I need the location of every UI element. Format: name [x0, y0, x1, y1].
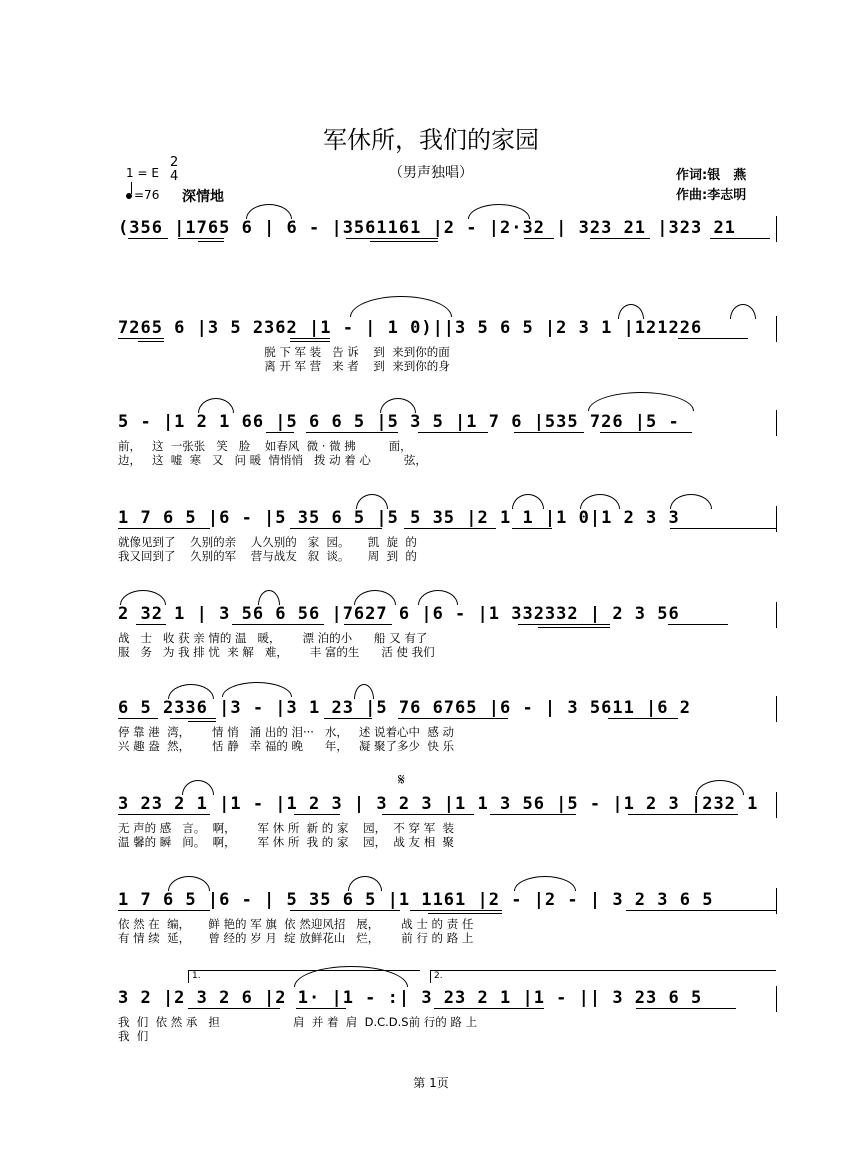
key-signature: 1 = E	[126, 166, 159, 180]
beam-underline	[118, 338, 164, 339]
beam-underline	[290, 338, 330, 339]
lyrics-verse-2: 离 开 军 营 来 者 到 来到你的身	[118, 359, 450, 373]
lyricist-credit: 作词:银 燕	[676, 168, 747, 183]
barline	[776, 216, 777, 242]
tie-mark	[512, 494, 544, 509]
tempo-mark	[126, 188, 159, 202]
beam-underline	[398, 718, 508, 719]
beam-underline	[626, 910, 776, 911]
song-title: 军休所，我们的家园	[323, 126, 539, 154]
lyrics-verse-1: 前， 这 一张张 笑 脸 如春风 微 · 微 拂 面，	[118, 439, 412, 453]
tie-mark	[348, 876, 382, 891]
page-number: 第 1页	[413, 1076, 449, 1090]
beam-underline	[590, 238, 650, 239]
beam-underline	[290, 341, 330, 342]
beam-underline	[600, 432, 692, 433]
beam-underline	[170, 718, 216, 719]
beam-underline	[178, 238, 224, 239]
beam-underline	[514, 432, 584, 433]
quarter-note-icon	[126, 193, 132, 199]
beam-underline	[668, 624, 728, 625]
beam-underline	[306, 432, 398, 433]
beam-underline	[118, 528, 210, 529]
tie-mark	[198, 398, 234, 413]
notation-line: 3 2 |2 3 2 6 |2 1· |1 - :| 3 23 2 1 |1 - || 3 23 6 5	[118, 988, 703, 1008]
barline	[776, 316, 777, 342]
tie-mark	[354, 590, 396, 605]
beam-underline	[296, 1008, 346, 1009]
barline	[776, 986, 777, 1012]
beam-underline	[518, 624, 610, 625]
barline	[776, 410, 777, 436]
lyrics-verse-2: 我又回到了 久别的军 营与战友 叙 谈。 周 到 的	[118, 549, 417, 563]
beam-underline	[410, 910, 502, 911]
beam-underline	[636, 1008, 736, 1009]
notation-line: (356 |1765 6 | 6 - |3561161 |2 - |2·32 | 323 21 |323 21	[118, 218, 736, 238]
time-signature	[170, 156, 178, 184]
notation-line: 1 7 6 5 |6 - |5 35 6 5 |5 5 35 |2 1 1 |1 0|1 2 3 3	[118, 508, 680, 528]
beam-underline	[136, 624, 166, 625]
tie-mark	[670, 494, 712, 509]
barline	[776, 792, 777, 818]
beam-underline	[710, 238, 770, 239]
lyrics-verse-2: 我 们	[118, 1029, 149, 1043]
beam-underline	[434, 1008, 544, 1009]
notation-line: 1 7 6 5 |6 - | 5 35 6 5 |1 1161 |2 - |2 - | 3 2 3 6 5	[118, 890, 714, 910]
tempo-value: =76	[134, 188, 160, 202]
notation-line: 7265 6 |3 5 2362 |1 - | 1 0)||3 5 6 5 |2 3 1 |121226	[118, 318, 703, 338]
tie-mark	[380, 398, 416, 413]
beam-underline	[294, 814, 340, 815]
beam-underline	[118, 718, 158, 719]
first-ending-label: 1.	[192, 971, 201, 981]
tie-mark	[354, 684, 374, 699]
beam-underline	[524, 238, 554, 239]
beam-underline	[128, 238, 168, 239]
lyrics-verse-2: 服 务 为 我 排 忧 来 解 难， 丰 富的生 活 使 我们	[118, 645, 435, 659]
lyrics-verse-1: 依 然 在 编， 鲜 艳的 军 旗 依 然迎风招 展， 战 士 的 责 任	[118, 917, 474, 931]
tie-mark	[468, 204, 530, 219]
lyrics-verse-1: 我 们 依 然 承 担 肩 并 着 肩 D.C.D.S前 行的 路 上	[118, 1015, 478, 1029]
lyrics-verse-1: 战 士 收 获 亲 情的 温 暖， 漂 泊的小 船 又 有了	[118, 631, 428, 645]
beam-underline	[324, 718, 372, 719]
tie-mark	[730, 304, 756, 319]
tie-mark	[618, 304, 644, 319]
meter-top: 2	[170, 155, 179, 170]
barline	[776, 506, 777, 532]
expression-mark: 深情地	[182, 189, 224, 205]
tie-mark	[580, 494, 620, 509]
tie-mark	[350, 296, 452, 317]
tie-mark	[168, 876, 210, 891]
beam-underline	[678, 338, 748, 339]
notation-line: 5 - |1 2 1 66 |5 6 6 5 |5 3 5 |1 7 6 |535 726 |5 -	[118, 412, 680, 432]
segno-icon: 𝄋	[398, 770, 405, 789]
beam-underline	[344, 624, 392, 625]
barline	[776, 602, 777, 628]
meter-bottom: 4	[170, 169, 179, 184]
beam-underline	[418, 432, 488, 433]
notation-line: 6 5 2336 |3 - |3 1 23 |5 76 6765 |6 - | 3 5611 |6 2	[118, 698, 691, 718]
lyrics-verse-2: 有 情 续 延， 曾 经的 岁 月 绽 放鲜花山 烂， 前 行 的 路 上	[118, 931, 474, 945]
beam-underline	[138, 341, 164, 342]
beam-underline	[118, 814, 210, 815]
tie-mark	[418, 590, 458, 605]
barline	[776, 696, 777, 722]
beam-underline	[670, 528, 776, 529]
tie-mark	[182, 780, 214, 795]
beam-underline	[490, 814, 576, 815]
beam-underline	[266, 432, 294, 433]
barline	[776, 888, 777, 914]
beam-underline	[538, 627, 610, 628]
beam-underline	[370, 241, 438, 242]
tie-mark	[356, 494, 388, 509]
beam-underline	[198, 241, 224, 242]
lyrics-verse-1: 就像见到了 久别的亲 人久别的 家 园。 凯 旋 的	[118, 535, 417, 549]
lyrics-verse-1: 无 声的 感 言。 啊， 军 休 所 新 的 家 园， 不 穿 军 装	[118, 821, 455, 835]
beam-underline	[290, 528, 382, 529]
beam-underline	[188, 1008, 280, 1009]
tie-mark	[168, 684, 214, 699]
beam-underline	[428, 913, 502, 914]
beam-underline	[188, 721, 216, 722]
notation-line: 3 23 2 1 |1 - |1 2 3 | 3 2 3 |1 1 3 56 |5 - |1 2 3 |232 1	[118, 794, 759, 814]
tie-mark	[696, 780, 744, 795]
tie-mark	[258, 590, 280, 605]
song-subtitle: （男声独唱）	[389, 165, 473, 181]
beam-underline	[608, 718, 678, 719]
second-ending-bracket	[430, 970, 776, 983]
tie-mark	[222, 682, 292, 697]
beam-underline	[118, 910, 210, 911]
tie-mark	[246, 204, 292, 219]
second-ending-label: 2.	[434, 971, 443, 981]
lyrics-verse-1: 停 靠 港 湾， 情 悄 涌 出的 泪··· 水， 述 说着心中 感 动	[118, 725, 455, 739]
lyrics-verse-1: 脱 下 军 装 告 诉 到 来到你的面	[118, 345, 450, 359]
tie-mark	[120, 590, 166, 605]
lyrics-verse-2: 边， 这 嘘 寒 又 问 暖 情悄悄 拨 动 着 心 弦，	[118, 453, 427, 467]
lyrics-verse-2: 温 馨的 瞬 间。 啊， 军 休 所 我 的 家 园， 战 友 相 聚	[118, 835, 455, 849]
beam-underline	[290, 910, 400, 911]
beam-underline	[346, 238, 438, 239]
beam-underline	[382, 814, 474, 815]
lyrics-verse-2: 兴 趣 盎 然， 恬 静 幸 福的 晚 年， 凝 聚了多少 快 乐	[118, 739, 455, 753]
tie-mark	[588, 392, 694, 411]
composer-credit: 作曲:李志明	[676, 188, 747, 203]
tie-mark	[514, 876, 576, 891]
beam-underline	[628, 814, 738, 815]
beam-underline	[404, 528, 496, 529]
beam-underline	[232, 624, 324, 625]
notation-line: 2 32 1 | 3 56 6 56 |7627 6 |6 - |1 332332 | 2 3 56	[118, 604, 680, 624]
beam-underline	[512, 528, 552, 529]
